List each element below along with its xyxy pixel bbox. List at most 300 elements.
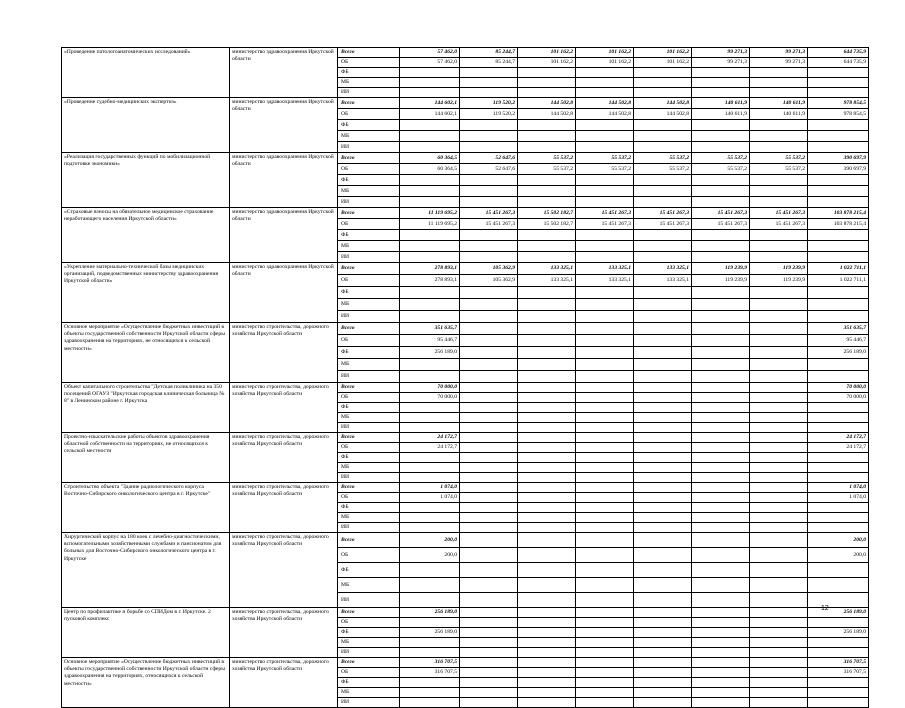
funding-source: ОБ xyxy=(338,393,400,403)
total-cell: 103 878 215,4 xyxy=(808,208,869,219)
total-cell xyxy=(808,371,869,383)
year-value-cell xyxy=(576,628,634,638)
responsible-org: министерство строительства, дорожного хозяйства Иркутской области xyxy=(230,608,338,658)
year-value-cell xyxy=(460,241,518,252)
year-value-cell: 99 271,3 xyxy=(692,48,750,58)
year-value-cell xyxy=(692,668,750,678)
year-value-cell xyxy=(576,323,634,335)
funding-source: МБ xyxy=(338,578,400,593)
year-value-cell xyxy=(634,88,692,98)
year-value-cell xyxy=(692,618,750,628)
year-value-cell: 15 451 267,3 xyxy=(692,219,750,230)
year-value-cell xyxy=(750,252,808,263)
year-value-cell xyxy=(400,175,460,186)
funding-source: Всего xyxy=(338,323,400,335)
year-value-cell xyxy=(750,413,808,423)
year-value-cell: 144 502,8 xyxy=(634,109,692,120)
year-value-cell xyxy=(460,493,518,503)
year-value-cell xyxy=(692,533,750,548)
year-value-cell: 1 074,0 xyxy=(400,493,460,503)
total-cell: 316 707,5 xyxy=(808,668,869,678)
year-value-cell xyxy=(460,658,518,668)
year-value-cell xyxy=(518,533,576,548)
year-value-cell xyxy=(634,503,692,513)
year-value-cell xyxy=(460,403,518,413)
funding-source: Всего xyxy=(338,208,400,219)
year-value-cell xyxy=(692,678,750,688)
year-value-cell xyxy=(634,311,692,323)
total-cell: 70 000,0 xyxy=(808,393,869,403)
year-value-cell xyxy=(692,88,750,98)
year-value-cell: 15 451 267,3 xyxy=(576,219,634,230)
year-value-cell xyxy=(634,347,692,359)
year-value-cell: 55 537,2 xyxy=(750,153,808,164)
year-value-cell: 133 325,1 xyxy=(518,263,576,275)
year-value-cell xyxy=(460,513,518,523)
year-value-cell: 140 611,9 xyxy=(692,98,750,109)
year-value-cell xyxy=(400,413,460,423)
year-value-cell xyxy=(518,413,576,423)
year-value-cell xyxy=(518,287,576,299)
year-value-cell xyxy=(518,403,576,413)
year-value-cell xyxy=(400,473,460,483)
responsible-org: министерство строительства, дорожного хозяйства Иркутской области xyxy=(230,383,338,433)
year-value-cell xyxy=(692,503,750,513)
year-value-cell xyxy=(518,658,576,668)
year-value-cell xyxy=(518,678,576,688)
year-value-cell: 99 271,3 xyxy=(692,58,750,68)
total-cell: 200,0 xyxy=(808,548,869,563)
total-cell xyxy=(808,175,869,186)
year-value-cell xyxy=(750,120,808,131)
year-value-cell xyxy=(518,323,576,335)
funding-source: ИИ xyxy=(338,523,400,533)
year-value-cell xyxy=(750,548,808,563)
year-value-cell xyxy=(400,403,460,413)
total-cell xyxy=(808,230,869,241)
funding-source: ОБ xyxy=(338,618,400,628)
year-value-cell xyxy=(518,186,576,197)
year-value-cell xyxy=(634,483,692,493)
year-value-cell xyxy=(518,548,576,563)
year-value-cell: 15 451 267,3 xyxy=(460,208,518,219)
year-value-cell xyxy=(518,142,576,153)
year-value-cell xyxy=(634,638,692,648)
year-value-cell xyxy=(460,678,518,688)
year-value-cell xyxy=(692,593,750,608)
year-value-cell xyxy=(518,593,576,608)
funding-source: МБ xyxy=(338,78,400,88)
funding-source: МБ xyxy=(338,186,400,197)
year-value-cell xyxy=(692,648,750,658)
total-cell: 978 854,5 xyxy=(808,109,869,120)
year-value-cell xyxy=(750,175,808,186)
total-cell xyxy=(808,299,869,311)
year-value-cell xyxy=(518,175,576,186)
total-cell: 200,0 xyxy=(808,533,869,548)
year-value-cell xyxy=(518,359,576,371)
year-value-cell xyxy=(634,252,692,263)
year-value-cell xyxy=(692,347,750,359)
year-value-cell: 119 520,2 xyxy=(460,109,518,120)
year-value-cell xyxy=(518,483,576,493)
total-cell xyxy=(808,473,869,483)
year-value-cell xyxy=(460,120,518,131)
year-value-cell xyxy=(634,131,692,142)
funding-source: ОБ xyxy=(338,275,400,287)
year-value-cell xyxy=(750,578,808,593)
year-value-cell: 57 462,0 xyxy=(400,48,460,58)
year-value-cell xyxy=(692,120,750,131)
total-cell: 103 878 215,4 xyxy=(808,219,869,230)
year-value-cell: 11 119 695,2 xyxy=(400,208,460,219)
year-value-cell: 15 502 182,7 xyxy=(518,219,576,230)
year-value-cell: 278 893,1 xyxy=(400,263,460,275)
year-value-cell xyxy=(750,359,808,371)
year-value-cell xyxy=(460,563,518,578)
funding-source: ФБ xyxy=(338,678,400,688)
year-value-cell xyxy=(400,311,460,323)
year-value-cell xyxy=(634,618,692,628)
year-value-cell xyxy=(576,393,634,403)
year-value-cell xyxy=(518,78,576,88)
year-value-cell xyxy=(634,371,692,383)
funding-source: ОБ xyxy=(338,164,400,175)
year-value-cell xyxy=(750,443,808,453)
year-value-cell xyxy=(692,523,750,533)
year-value-cell xyxy=(518,230,576,241)
year-value-cell xyxy=(750,383,808,393)
year-value-cell: 144 602,1 xyxy=(400,98,460,109)
total-cell: 70 000,0 xyxy=(808,383,869,393)
year-value-cell xyxy=(692,383,750,393)
year-value-cell: 316 707,5 xyxy=(400,658,460,668)
total-cell: 24 172,7 xyxy=(808,443,869,453)
year-value-cell: 55 537,2 xyxy=(518,153,576,164)
funding-source: ИИ xyxy=(338,88,400,98)
year-value-cell xyxy=(460,186,518,197)
year-value-cell xyxy=(634,413,692,423)
year-value-cell: 70 000,0 xyxy=(400,393,460,403)
year-value-cell xyxy=(692,548,750,563)
funding-source: ОБ xyxy=(338,109,400,120)
year-value-cell xyxy=(518,668,576,678)
total-cell xyxy=(808,688,869,698)
year-value-cell xyxy=(460,548,518,563)
year-value-cell xyxy=(400,638,460,648)
year-value-cell: 57 462,0 xyxy=(400,58,460,68)
year-value-cell: 55 537,2 xyxy=(634,153,692,164)
total-cell xyxy=(808,78,869,88)
year-value-cell xyxy=(576,423,634,433)
funding-source: ОБ xyxy=(338,548,400,563)
year-value-cell xyxy=(460,197,518,208)
year-value-cell xyxy=(518,688,576,698)
year-value-cell xyxy=(750,78,808,88)
funding-source: МБ xyxy=(338,241,400,252)
year-value-cell xyxy=(750,698,808,708)
year-value-cell: 119 520,2 xyxy=(460,98,518,109)
year-value-cell xyxy=(692,323,750,335)
year-value-cell xyxy=(692,638,750,648)
activity-name: Проектно-изыскательские работы объектов здравоохранения областной собственности на территориях, не относящихся к сельской местности xyxy=(62,433,230,483)
year-value-cell xyxy=(634,433,692,443)
year-value-cell: 99 271,3 xyxy=(750,48,808,58)
year-value-cell xyxy=(634,678,692,688)
year-value-cell xyxy=(634,698,692,708)
year-value-cell xyxy=(750,311,808,323)
year-value-cell xyxy=(692,142,750,153)
year-value-cell xyxy=(634,359,692,371)
year-value-cell xyxy=(576,413,634,423)
year-value-cell: 70 000,0 xyxy=(400,383,460,393)
table-row xyxy=(62,433,869,443)
year-value-cell xyxy=(634,299,692,311)
year-value-cell xyxy=(460,533,518,548)
year-value-cell xyxy=(576,78,634,88)
year-value-cell: 55 537,2 xyxy=(576,164,634,175)
year-value-cell xyxy=(634,493,692,503)
total-cell xyxy=(808,241,869,252)
year-value-cell xyxy=(460,413,518,423)
year-value-cell xyxy=(400,423,460,433)
year-value-cell xyxy=(634,648,692,658)
year-value-cell xyxy=(400,678,460,688)
year-value-cell: 101 162,2 xyxy=(576,48,634,58)
year-value-cell xyxy=(750,197,808,208)
year-value-cell xyxy=(518,698,576,708)
year-value-cell xyxy=(750,533,808,548)
total-cell xyxy=(808,523,869,533)
year-value-cell: 119 239,9 xyxy=(692,263,750,275)
funding-source: ФБ xyxy=(338,563,400,578)
year-value-cell: 15 451 267,3 xyxy=(750,208,808,219)
total-cell: 256 189,0 xyxy=(808,628,869,638)
year-value-cell xyxy=(576,548,634,563)
total-cell xyxy=(808,311,869,323)
year-value-cell xyxy=(750,608,808,618)
funding-source: ФБ xyxy=(338,453,400,463)
year-value-cell: 101 162,2 xyxy=(518,58,576,68)
year-value-cell xyxy=(576,533,634,548)
year-value-cell xyxy=(576,593,634,608)
year-value-cell xyxy=(460,383,518,393)
year-value-cell: 144 502,8 xyxy=(518,98,576,109)
year-value-cell: 144 602,1 xyxy=(400,109,460,120)
activity-name: Объект капитального строительства "Детская поликлиника на 350 посещений ОГАУЗ "Иркутская городская клиническая больница № 8" в Ленинском районе г. Иркутска xyxy=(62,383,230,433)
total-cell xyxy=(808,593,869,608)
funding-source: Всего xyxy=(338,48,400,58)
year-value-cell: 55 537,2 xyxy=(634,164,692,175)
funding-source: МБ xyxy=(338,299,400,311)
year-value-cell xyxy=(750,668,808,678)
year-value-cell xyxy=(634,241,692,252)
activity-name: «Реализация государственных функций по мобилизационной подготовке экономики» xyxy=(62,153,230,208)
table-row xyxy=(62,533,869,548)
year-value-cell xyxy=(634,533,692,548)
year-value-cell: 140 611,9 xyxy=(692,109,750,120)
year-value-cell xyxy=(576,311,634,323)
funding-source: ОБ xyxy=(338,58,400,68)
year-value-cell: 119 239,9 xyxy=(750,263,808,275)
total-cell xyxy=(808,638,869,648)
year-value-cell xyxy=(576,197,634,208)
year-value-cell xyxy=(750,335,808,347)
year-value-cell xyxy=(518,473,576,483)
total-cell: 1 074,0 xyxy=(808,483,869,493)
funding-source: МБ xyxy=(338,413,400,423)
funding-source: Всего xyxy=(338,533,400,548)
year-value-cell xyxy=(518,618,576,628)
responsible-org: министерство строительства, дорожного хозяйства Иркутской области xyxy=(230,323,338,383)
funding-source: Всего xyxy=(338,483,400,493)
table-row xyxy=(62,323,869,335)
year-value-cell xyxy=(576,678,634,688)
funding-source: МБ xyxy=(338,688,400,698)
year-value-cell: 144 502,8 xyxy=(518,109,576,120)
year-value-cell: 133 325,1 xyxy=(576,263,634,275)
year-value-cell: 133 325,1 xyxy=(518,275,576,287)
year-value-cell xyxy=(750,678,808,688)
total-cell xyxy=(808,252,869,263)
year-value-cell xyxy=(634,688,692,698)
table-row xyxy=(62,608,869,618)
year-value-cell xyxy=(634,78,692,88)
year-value-cell xyxy=(460,578,518,593)
activity-name: Хирургический корпус на 180 коек с лечебно-диагностическими, вспомогательными хозяйственными службами и пансионатом для больных для Восточно-Сибирского онкологического центра в г. Иркутске xyxy=(62,533,230,608)
year-value-cell xyxy=(692,252,750,263)
total-cell: 351 635,7 xyxy=(808,323,869,335)
year-value-cell xyxy=(576,186,634,197)
year-value-cell: 200,0 xyxy=(400,548,460,563)
year-value-cell xyxy=(634,142,692,153)
funding-source: ИИ xyxy=(338,252,400,263)
year-value-cell xyxy=(460,335,518,347)
year-value-cell xyxy=(634,523,692,533)
year-value-cell xyxy=(634,383,692,393)
year-value-cell xyxy=(460,523,518,533)
year-value-cell xyxy=(576,483,634,493)
year-value-cell xyxy=(634,443,692,453)
year-value-cell xyxy=(460,88,518,98)
year-value-cell: 140 611,9 xyxy=(750,109,808,120)
year-value-cell: 144 502,8 xyxy=(576,109,634,120)
year-value-cell xyxy=(460,648,518,658)
activity-name: «Страховые взносы на обязательное медицинское страхование неработающего населения Иркутской области» xyxy=(62,208,230,263)
year-value-cell xyxy=(576,658,634,668)
year-value-cell xyxy=(576,638,634,648)
total-cell xyxy=(808,513,869,523)
year-value-cell xyxy=(518,88,576,98)
total-cell xyxy=(808,453,869,463)
year-value-cell xyxy=(460,638,518,648)
year-value-cell xyxy=(576,142,634,153)
year-value-cell: 95 446,7 xyxy=(400,335,460,347)
year-value-cell xyxy=(460,78,518,88)
total-cell xyxy=(808,678,869,688)
year-value-cell: 200,0 xyxy=(400,533,460,548)
year-value-cell xyxy=(634,68,692,78)
year-value-cell xyxy=(460,423,518,433)
total-cell xyxy=(808,88,869,98)
total-cell xyxy=(808,359,869,371)
year-value-cell xyxy=(460,608,518,618)
year-value-cell: 144 502,8 xyxy=(634,98,692,109)
year-value-cell: 55 537,2 xyxy=(518,164,576,175)
year-value-cell xyxy=(576,383,634,393)
year-value-cell xyxy=(750,483,808,493)
year-value-cell xyxy=(460,453,518,463)
year-value-cell xyxy=(518,648,576,658)
funding-source: ИИ xyxy=(338,648,400,658)
year-value-cell xyxy=(692,628,750,638)
year-value-cell: 119 239,9 xyxy=(750,275,808,287)
year-value-cell xyxy=(576,443,634,453)
year-value-cell: 144 502,8 xyxy=(576,98,634,109)
funding-source: ОБ xyxy=(338,493,400,503)
year-value-cell xyxy=(460,347,518,359)
year-value-cell xyxy=(750,618,808,628)
funding-source: Всего xyxy=(338,263,400,275)
year-value-cell xyxy=(634,578,692,593)
year-value-cell xyxy=(750,403,808,413)
year-value-cell xyxy=(634,323,692,335)
year-value-cell xyxy=(460,175,518,186)
year-value-cell xyxy=(518,608,576,618)
total-cell xyxy=(808,142,869,153)
responsible-org: министерство здравоохранения Иркутской области xyxy=(230,98,338,153)
year-value-cell xyxy=(692,403,750,413)
activity-name: «Укрепление материально-технической базы медицинских организаций, подведомственных министерству здравоохранения Иркутской области» xyxy=(62,263,230,323)
year-value-cell xyxy=(692,423,750,433)
year-value-cell xyxy=(750,628,808,638)
year-value-cell xyxy=(460,483,518,493)
year-value-cell xyxy=(750,513,808,523)
year-value-cell xyxy=(750,453,808,463)
year-value-cell xyxy=(400,513,460,523)
funding-source: ИИ xyxy=(338,698,400,708)
year-value-cell xyxy=(460,473,518,483)
year-value-cell xyxy=(750,186,808,197)
year-value-cell xyxy=(518,347,576,359)
year-value-cell: 101 162,2 xyxy=(634,48,692,58)
year-value-cell xyxy=(692,393,750,403)
year-value-cell xyxy=(400,197,460,208)
year-value-cell xyxy=(750,230,808,241)
year-value-cell xyxy=(460,287,518,299)
year-value-cell xyxy=(518,443,576,453)
total-cell xyxy=(808,131,869,142)
year-value-cell xyxy=(400,142,460,153)
year-value-cell xyxy=(634,423,692,433)
year-value-cell xyxy=(460,688,518,698)
funding-source: ФБ xyxy=(338,403,400,413)
year-value-cell xyxy=(518,433,576,443)
year-value-cell xyxy=(400,593,460,608)
funding-source: ОБ xyxy=(338,668,400,678)
total-cell xyxy=(808,68,869,78)
year-value-cell xyxy=(576,618,634,628)
table-row xyxy=(62,98,869,109)
year-value-cell xyxy=(400,78,460,88)
year-value-cell: 101 162,2 xyxy=(634,58,692,68)
total-cell xyxy=(808,618,869,628)
year-value-cell xyxy=(460,323,518,335)
responsible-org: министерство здравоохранения Иркутской области xyxy=(230,153,338,208)
table-row xyxy=(62,208,869,219)
funding-source: ФБ xyxy=(338,503,400,513)
funding-source: ФБ xyxy=(338,628,400,638)
